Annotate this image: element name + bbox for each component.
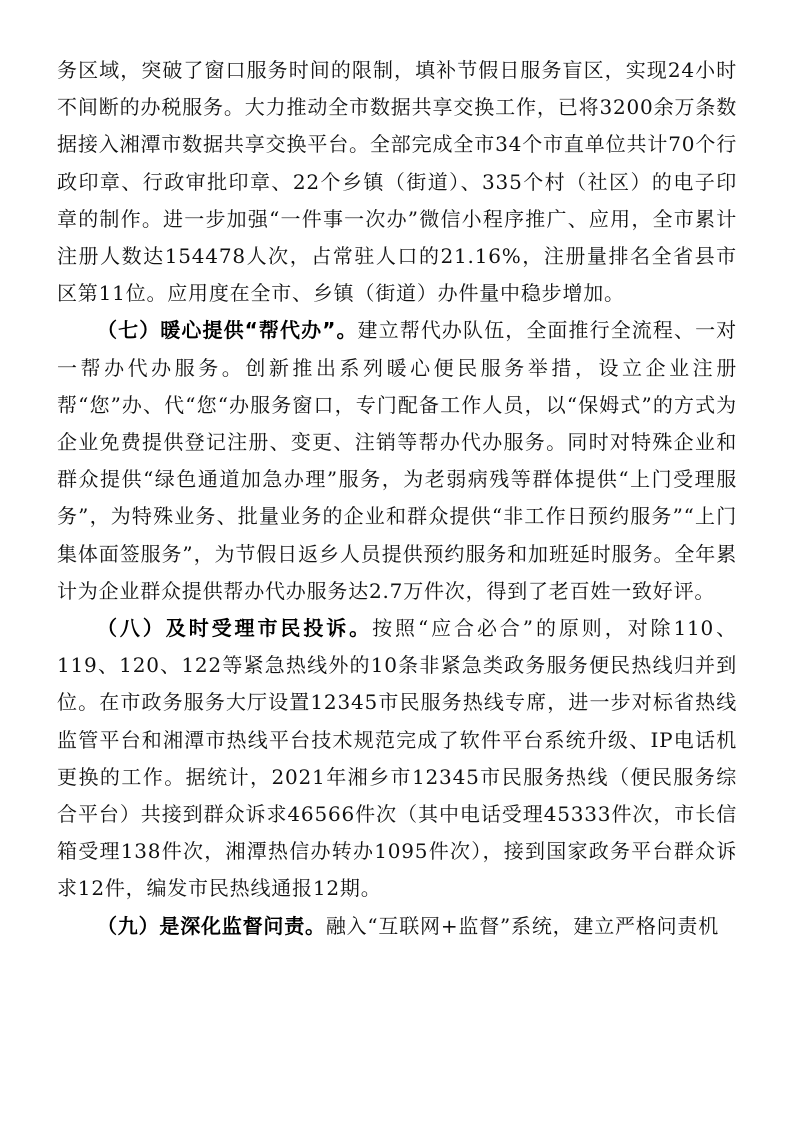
paragraph-section-8 [57, 610, 737, 908]
section-heading: （八）及时受理市民投诉。 [97, 616, 373, 641]
paragraph-section-7 [57, 312, 737, 610]
paragraph-section-9 [57, 908, 737, 945]
document-body [57, 52, 737, 945]
section-heading: （九）是深化监督问责。 [97, 913, 326, 938]
section-heading: （七）暖心提供“帮代办”。 [97, 318, 358, 343]
paragraph-body: 融入“互联网+监督”系统，建立严格问责机 [325, 913, 720, 938]
paragraph-body: 按照“应合必合”的原则，对除110、119、120、122等紧急热线外的10条非紧急类政务服务便民热线归并到位。在市政务服务大厅设置12345市民服务热线专席，进一步对标省热线监管平台和湘潭市热线平台技术规范完成了软件平台系统升级、IP电话机更换的工作。据统计，2021年湘乡市12345市民服务热线（便民服务综合平台）共接到群众诉求46566件次（其中电话受理45333件次，市长信箱受理138件次，湘潭热信办转办1095件次），接到国家政务平台群众诉求12件，编发市民热线通报12期。 [57, 616, 737, 901]
paragraph-body: 建立帮代办队伍，全面推行全流程、一对一帮办代办服务。创新推出系列暖心便民服务举措，设立企业注册帮“您”办、代“您“办服务窗口，专门配备工作人员，以“保姆式”的方式为企业免费提供登记注册、变更、注销等帮办代办服务。同时对特殊企业和群众提供“绿色通道加急办理”服务，为老弱病残等群体提供“上门受理服务”，为特殊业务、批量业务的企业和群众提供“非工作日预约服务”“上门集体面签服务”，为节假日返乡人员提供预约服务和加班延时服务。全年累计为企业群众提供帮办代办服务达2.7万件次，得到了老百姓一致好评。 [57, 318, 737, 603]
paragraph-body: 务区域，突破了窗口服务时间的限制，填补节假日服务盲区，实现24小时不间断的办税服务。大力推动全市数据共享交换工作，已将3200余万条数据接入湘潭市数据共享交换平台。全部完成全市34个市直单位共计70个行政印章、行政审批印章、22个乡镇（街道）、335个村（社区）的电子印章的制作。进一步加强“一件事一次办”微信小程序推广、应用，全市累计注册人数达154478人次，占常驻人口的21.16%，注册量排名全省县市区第11位。应用度在全市、乡镇（街道）办件量中稳步增加。 [57, 58, 737, 306]
paragraph-continuation [57, 52, 737, 312]
